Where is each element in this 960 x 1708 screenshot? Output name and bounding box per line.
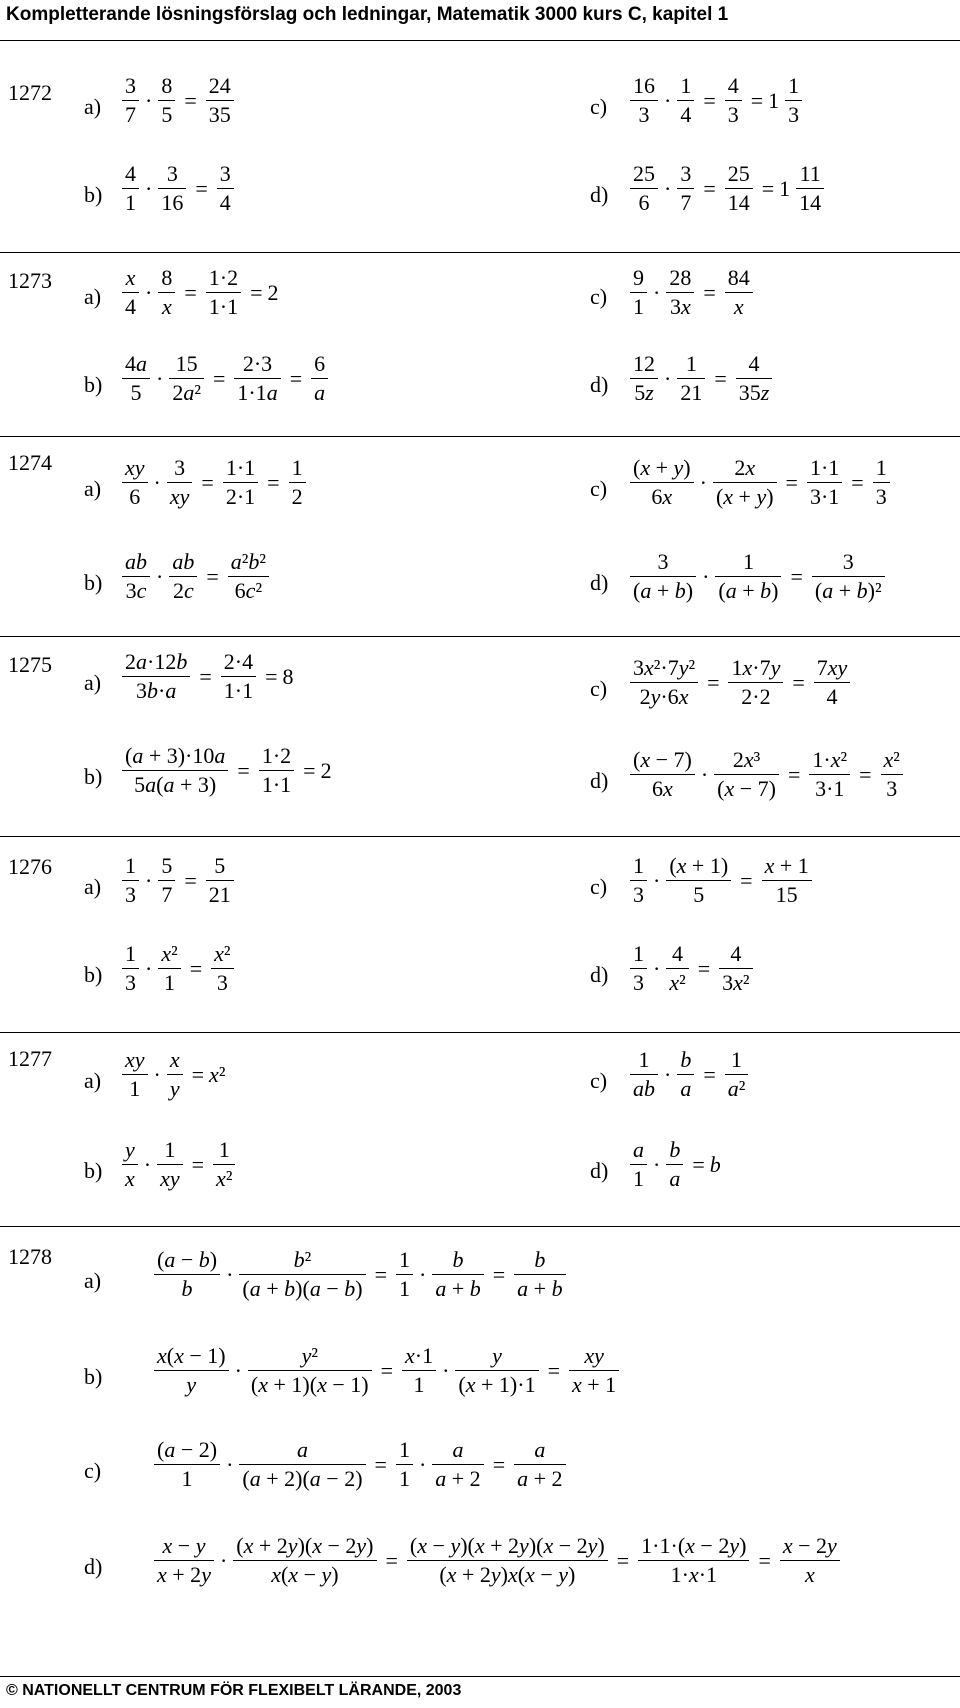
- part-label: d): [84, 1554, 103, 1579]
- divider: [0, 436, 960, 437]
- part-label: c): [590, 1068, 608, 1093]
- math-expression: $\frac{25}{6}$ · $\frac{3}{7}$ = $\frac{25}{14}$ = 1 $\frac{11}{14}$: [626, 162, 828, 215]
- problem-number: 1274: [8, 450, 52, 475]
- math-expression: $\frac{\text{3x²·7y²}}{2y\cdot 6x}$ = $\frac{1x\cdot 7y}{2\cdot 2}$ = $\frac{7xy}{4}$: [626, 656, 854, 709]
- part-label: c): [590, 874, 608, 899]
- math-expression: $\frac{(a + 3)\cdot 10a}{5a(a + 3)}$ = $\frac{1\cdot 2}{1\cdot 1}$ = 2: [118, 744, 332, 797]
- divider: [0, 836, 960, 837]
- divider: [0, 1676, 960, 1677]
- part-label: c): [590, 476, 608, 501]
- part-label: a): [84, 94, 102, 119]
- math-expression: $\frac{1}{3}$ · $\frac{(x + 1)}{5}$ = $\frac{x + 1}{15}$: [626, 854, 816, 907]
- part-label: a): [84, 1068, 102, 1093]
- part-label: b): [84, 1364, 103, 1389]
- math-expression: $\frac{(a - b)}{b}$ · $\frac{\text{b²}}{(a + b)(a - b)}$ = $\frac{1}{1}$ · $\frac{b}{a + b}$ = $\frac{b}{a + b}$: [150, 1248, 570, 1301]
- part-label: b): [84, 570, 103, 595]
- part-label: c): [590, 676, 608, 701]
- math-expression: $\frac{4}{1}$ · $\frac{3}{16}$ = $\frac{3}{4}$: [118, 162, 238, 215]
- math-expression: $\frac{(x - 7)}{6x}$ · $\frac{\text{2x³}}{(x - 7)}$ = $\frac{\text{1·x²}}{3\cdot 1}$ = $\frac{\text{x²}}{3}$: [626, 748, 907, 801]
- divider: [0, 252, 960, 253]
- math-expression: $\frac{y}{x}$ · $\frac{1}{xy}$ = $\frac{1}{\text{x²}}$: [118, 1138, 239, 1191]
- part-label: c): [590, 284, 608, 309]
- math-expression: $\frac{(x + y)}{6x}$ · $\frac{2x}{(x + y)}$ = $\frac{1\cdot 1}{3\cdot 1}$ = $\frac{1}{3}$: [626, 456, 894, 509]
- divider: [0, 636, 960, 637]
- problem-number: 1273: [8, 268, 52, 293]
- divider: [0, 40, 960, 41]
- part-label: c): [84, 1458, 102, 1483]
- math-expression: $\frac{xy}{1}$ · $\frac{x}{y}$ = x²: [118, 1048, 225, 1101]
- math-expression: $\frac{9}{1}$ · $\frac{28}{3x}$ = $\frac{84}{x}$: [626, 266, 757, 319]
- math-expression: $\frac{x - y}{x + 2y}$ · $\frac{(x + 2y)(x - 2y)}{x(x - y)}$ = $\frac{(x - y)(x + 2y)(x - 2y)}{(x + 2y)x(x - y)}$ = $\frac{1\cdot 1\cdot(x - 2y)}{1\cdot x\cdot 1}$ = $\frac{x - 2y}{x}$: [150, 1534, 844, 1587]
- math-expression: $\frac{12}{5z}$ · $\frac{1}{21}$ = $\frac{4}{35z}$: [626, 352, 776, 405]
- math-expression: $\frac{1}{3}$ · $\frac{\text{x²}}{1}$ = $\frac{\text{x²}}{3}$: [118, 942, 238, 995]
- problem-number: 1277: [8, 1046, 52, 1071]
- math-expression: $\frac{2a\cdot 12b}{3b\cdot a}$ = $\frac{2\cdot 4}{1\cdot 1}$ = 8: [118, 650, 294, 703]
- part-label: b): [84, 372, 103, 397]
- problem-number: 1275: [8, 652, 52, 677]
- math-expression: $\frac{16}{3}$ · $\frac{1}{4}$ = $\frac{4}{3}$ = 1 $\frac{1}{3}$: [626, 74, 806, 127]
- part-label: d): [590, 182, 609, 207]
- page-footer: © NATIONELLT CENTRUM FÖR FLEXIBELT LÄRANDE, 2003: [6, 1682, 462, 1699]
- part-label: a): [84, 874, 102, 899]
- math-expression: $\frac{1}{ab}$ · $\frac{b}{a}$ = $\frac{1}{\text{a²}}$: [626, 1048, 752, 1101]
- divider: [0, 1226, 960, 1227]
- part-label: a): [84, 284, 102, 309]
- math-expression: $\frac{3}{(a + b)}$ · $\frac{1}{(a + b)}$ = $\frac{3}{\text{(a + b)²}}$: [626, 550, 889, 603]
- part-label: b): [84, 1158, 103, 1183]
- problem-number: 1278: [8, 1244, 52, 1269]
- math-expression: $\frac{x(x - 1)}{y}$ · $\frac{\text{y²}}{(x + 1)(x - 1)}$ = $\frac{x\cdot 1}{1}$ · $\frac{y}{(x + 1)\cdot 1}$ = $\frac{xy}{x + 1}$: [150, 1344, 623, 1397]
- math-expression: $\frac{4a}{5}$ · $\frac{15}{\text{2a²}}$ = $\frac{2\cdot 3}{1\cdot 1a}$ = $\frac{6}{a}$: [118, 352, 332, 405]
- part-label: d): [590, 570, 609, 595]
- divider: [0, 1032, 960, 1033]
- problem-number: 1272: [8, 80, 52, 105]
- math-expression: $\frac{ab}{3c}$ · $\frac{ab}{2c}$ = $\frac{\text{a²b²}}{\text{6c²}}$: [118, 550, 273, 603]
- part-label: d): [590, 768, 609, 793]
- part-label: d): [590, 372, 609, 397]
- problem-number: 1276: [8, 854, 52, 879]
- math-expression: $\frac{a}{1}$ · $\frac{b}{a}$ = b: [626, 1138, 721, 1191]
- page-header: Kompletterande lösningsförslag och ledningar, Matematik 3000 kurs C, kapitel 1: [6, 4, 729, 25]
- part-label: d): [590, 962, 609, 987]
- math-expression: $\frac{3}{7}$ · $\frac{8}{5}$ = $\frac{24}{35}$: [118, 74, 238, 127]
- part-label: b): [84, 962, 103, 987]
- math-expression: $\frac{(a - 2)}{1}$ · $\frac{a}{(a + 2)(a - 2)}$ = $\frac{1}{1}$ · $\frac{a}{a + 2}$ = $\frac{a}{a + 2}$: [150, 1438, 570, 1491]
- math-expression: $\frac{x}{4}$ · $\frac{8}{x}$ = $\frac{1\cdot 2}{1\cdot 1}$ = 2: [118, 266, 279, 319]
- part-label: a): [84, 476, 102, 501]
- part-label: a): [84, 1268, 102, 1293]
- part-label: b): [84, 182, 103, 207]
- math-expression: $\frac{1}{3}$ · $\frac{4}{\text{x²}}$ = $\frac{4}{\text{3x²}}$: [626, 942, 757, 995]
- math-expression: $\frac{xy}{6}$ · $\frac{3}{xy}$ = $\frac{1\cdot 1}{2\cdot 1}$ = $\frac{1}{2}$: [118, 456, 310, 509]
- math-expression: $\frac{1}{3}$ · $\frac{5}{7}$ = $\frac{5}{21}$: [118, 854, 238, 907]
- part-label: c): [590, 94, 608, 119]
- part-label: b): [84, 764, 103, 789]
- part-label: a): [84, 670, 102, 695]
- part-label: d): [590, 1158, 609, 1183]
